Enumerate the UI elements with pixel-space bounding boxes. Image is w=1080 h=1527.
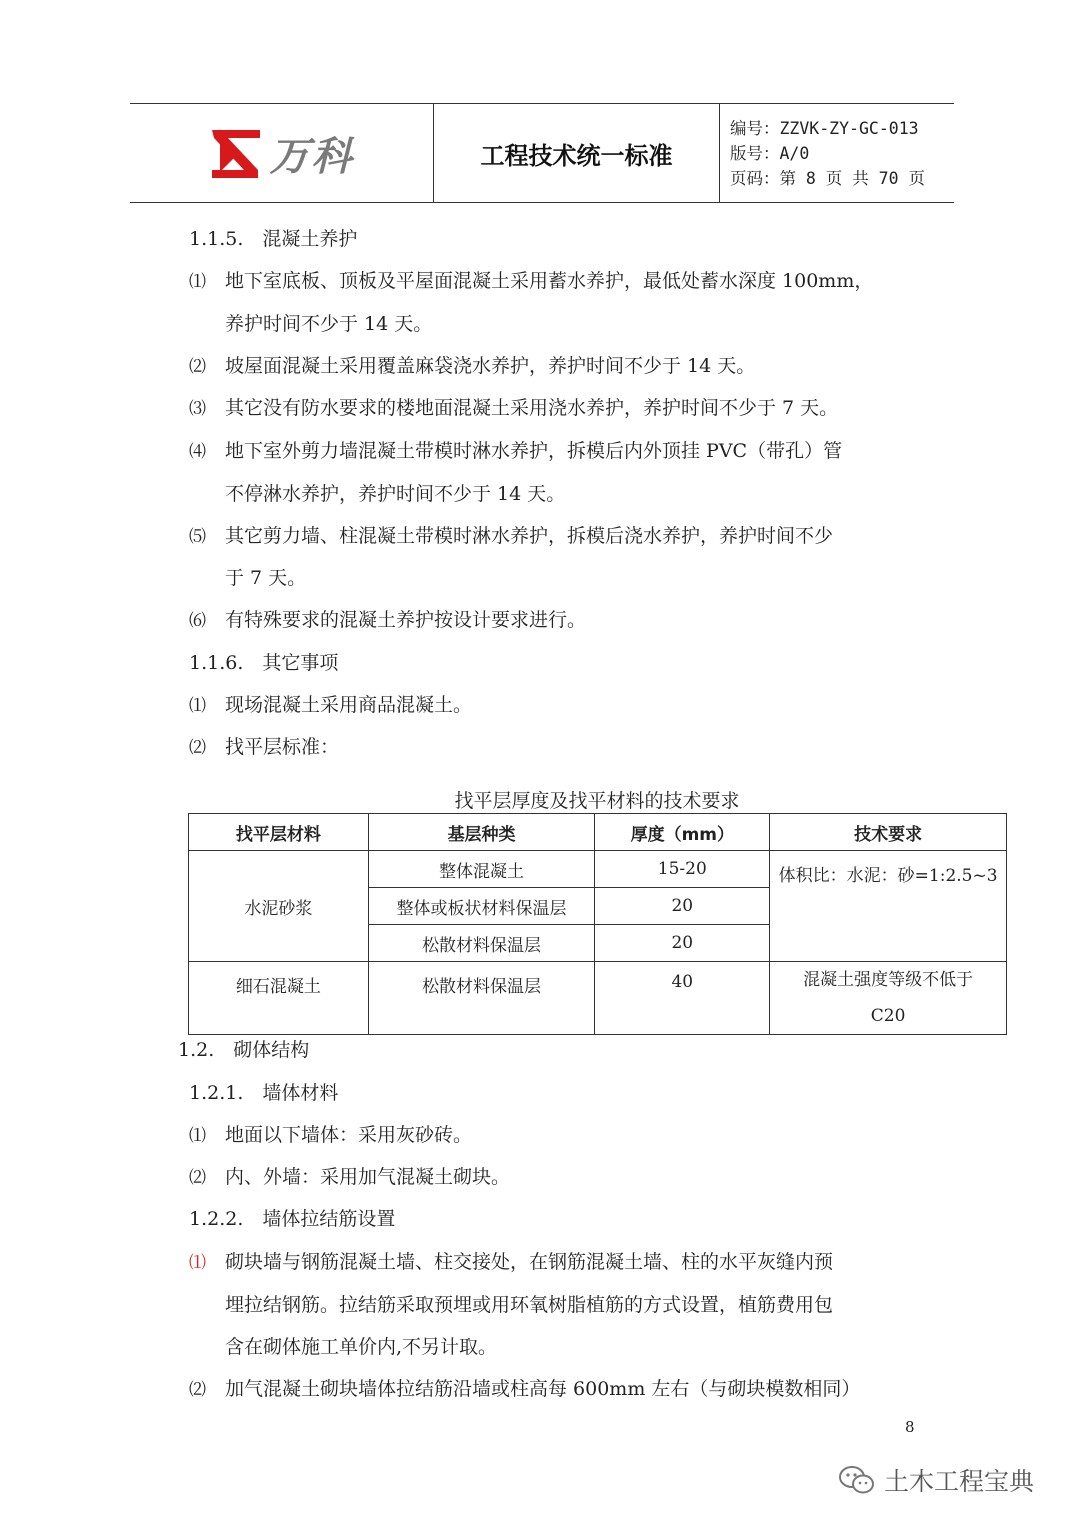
heading-text: 1.1.5. 混凝土养护 <box>189 228 358 250</box>
wechat-icon <box>838 1464 876 1496</box>
table-header-row <box>189 814 1007 851</box>
list-item <box>189 354 755 379</box>
item-number: ⑵ <box>189 357 206 377</box>
list-item <box>189 1250 833 1275</box>
vanke-logo-icon <box>210 126 264 180</box>
table-cell-base: 松散材料保温层 <box>368 925 595 962</box>
heading-text: 1.1.6. 其它事项 <box>189 652 339 674</box>
list-item <box>189 1377 860 1402</box>
document-code: 编号：ZZVK-ZY-GC-013 <box>730 119 919 138</box>
heading-text: 1.2.1. 墙体材料 <box>189 1082 339 1104</box>
table-cell-thickness: 40 <box>595 962 770 1035</box>
table-cell-thickness: 15-20 <box>595 851 770 888</box>
item-text: 于 7 天。 <box>225 567 307 589</box>
item-text: 地下室底板、顶板及平屋面混凝土采用蓄水养护，最低处蓄水深度 100mm， <box>225 270 874 292</box>
vanke-logo <box>130 104 434 202</box>
heading-text: 1.2. 砌体结构 <box>178 1039 310 1061</box>
item-number: ⑶ <box>189 399 206 419</box>
page-indicator: 页码：第 8 页 共 70 页 <box>730 169 925 188</box>
list-item <box>189 1165 510 1190</box>
page-number: 8 <box>905 1418 915 1436</box>
column-header: 技术要求 <box>770 814 1007 851</box>
list-item <box>189 1123 472 1148</box>
item-number: ⑵ <box>189 738 206 758</box>
table-cell-base: 松散材料保温层 <box>368 962 595 1035</box>
table-cell-material: 水泥砂浆 <box>189 851 369 962</box>
list-item-continuation <box>225 566 306 590</box>
section-heading <box>189 651 338 675</box>
item-text: 埋拉结钢筋。拉结筋采取预埋或用环氧树脂植筋的方式设置，植筋费用包 <box>225 1294 834 1316</box>
table-row <box>189 962 1007 1035</box>
item-number: ⑸ <box>189 527 206 547</box>
requirement-line: 混凝土强度等级不低于 <box>803 970 974 990</box>
section-heading <box>189 1081 338 1105</box>
requirement-line: C20 <box>870 1006 906 1026</box>
item-text: 含在砌体施工单价内,不另计取。 <box>225 1336 498 1358</box>
leveling-layer-table <box>188 813 1007 1035</box>
document-title: 工程技术统一标准 <box>434 104 720 202</box>
list-item-continuation <box>225 312 432 336</box>
table-cell-thickness: 20 <box>595 925 770 962</box>
column-header: 厚度（mm） <box>595 814 770 851</box>
list-item <box>189 269 873 294</box>
item-text: 现场混凝土采用商品混凝土。 <box>225 694 473 716</box>
list-item <box>189 524 833 549</box>
list-item-continuation <box>225 482 565 506</box>
item-text: 砌块墙与钢筋混凝土墙、柱交接处，在钢筋混凝土墙、柱的水平灰缝内预 <box>225 1251 834 1273</box>
item-text: 地面以下墙体：采用灰砂砖。 <box>225 1124 473 1146</box>
logo-text: 万科 <box>269 133 354 180</box>
item-text: 加气混凝土砌块墙体拉结筋沿墙或柱高每 600mm 左右（与砌块模数相同） <box>225 1378 861 1400</box>
watermark-text: 土木工程宝典 <box>884 1467 1035 1496</box>
item-text: 不停淋水养护，养护时间不少于 14 天。 <box>225 483 566 505</box>
list-item-continuation <box>225 1335 497 1359</box>
list-item <box>189 439 842 464</box>
table-cell-requirement <box>770 962 1007 1035</box>
item-text: 其它剪力墙、柱混凝土带模时淋水养护，拆模后浇水养护，养护时间不少 <box>225 525 834 547</box>
table-row <box>189 851 1007 888</box>
document-version: 版号：A/0 <box>730 144 810 163</box>
document-header <box>130 103 954 203</box>
table-cell-base: 整体混凝土 <box>368 851 595 888</box>
item-text: 地下室外剪力墙混凝土带模时淋水养护，拆模后内外顶挂 PVC（带孔）管 <box>225 440 843 462</box>
section-heading <box>178 1038 309 1062</box>
item-number: ⑹ <box>189 611 206 631</box>
section-heading <box>189 1207 395 1231</box>
item-number: ⑵ <box>189 1168 206 1188</box>
table-cell-thickness: 20 <box>595 888 770 925</box>
wechat-watermark <box>838 1462 1034 1498</box>
item-number: ⑴ <box>189 696 206 716</box>
item-text: 找平层标准： <box>225 736 340 758</box>
item-text: 有特殊要求的混凝土养护按设计要求进行。 <box>225 609 587 631</box>
section-heading <box>189 227 357 251</box>
column-header: 基层种类 <box>368 814 595 851</box>
item-number: ⑵ <box>189 1380 206 1400</box>
list-item <box>189 735 339 760</box>
item-text: 其它没有防水要求的楼地面混凝土采用浇水养护，养护时间不少于 7 天。 <box>225 397 839 419</box>
list-item <box>189 693 472 718</box>
list-item-continuation <box>225 1293 833 1317</box>
list-item <box>189 608 586 633</box>
table-cell-material: 细石混凝土 <box>189 962 369 1035</box>
item-number: ⑷ <box>189 442 206 462</box>
column-header: 找平层材料 <box>189 814 369 851</box>
heading-text: 1.2.2. 墙体拉结筋设置 <box>189 1208 396 1230</box>
item-text: 内、外墙：采用加气混凝土砌块。 <box>225 1166 511 1188</box>
item-number: ⑴ <box>189 1253 206 1273</box>
item-text: 坡屋面混凝土采用覆盖麻袋浇水养护，养护时间不少于 14 天。 <box>225 355 756 377</box>
document-info <box>720 104 954 202</box>
table-cell-requirement: 体积比：水泥：砂=1:2.5~3 <box>770 851 1007 962</box>
table-cell-base: 整体或板状材料保温层 <box>368 888 595 925</box>
item-number: ⑴ <box>189 272 206 292</box>
list-item <box>189 396 838 421</box>
item-text: 养护时间不少于 14 天。 <box>225 313 433 335</box>
table-caption: 找平层厚度及找平材料的技术要求 <box>454 790 740 812</box>
item-number: ⑴ <box>189 1126 206 1146</box>
